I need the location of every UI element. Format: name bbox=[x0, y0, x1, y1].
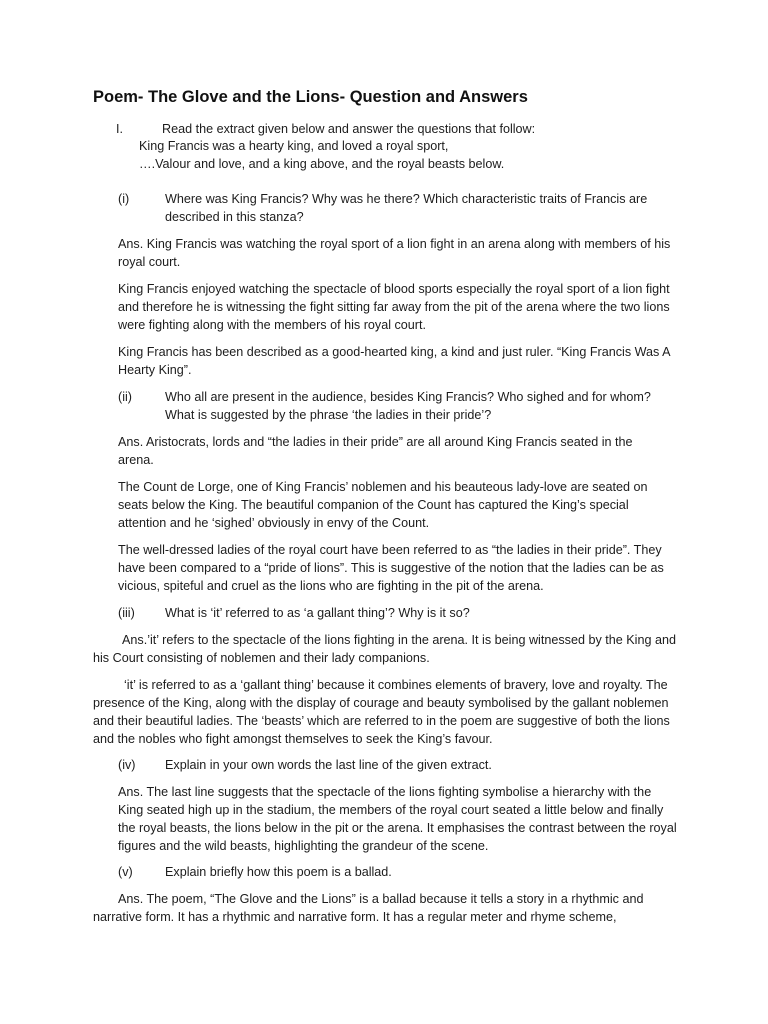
answer-paragraph: Ans. The last line suggests that the spectacle of the lions fighting symbolise a hierarchy with the King seated high up in the stadium, the members of the royal court seated a little below and finally the royal beasts, the lions below in the pit or the arena. It emphasises the contrast between the royal figures and the wild beasts, highlighting the grandeur of the scene. bbox=[118, 785, 677, 853]
answer-paragraph: King Francis has been described as a good-hearted king, a kind and just ruler. “King Francis Was A Hearty King”. bbox=[118, 345, 670, 377]
answer-paragraph: Ans. King Francis was watching the royal sport of a lion fight in an arena along with members of his royal court. bbox=[118, 237, 671, 269]
question-number: (iii) bbox=[118, 606, 135, 620]
question-number: (i) bbox=[118, 192, 130, 206]
section-instruction: Read the extract given below and answer the questions that follow: bbox=[162, 122, 536, 136]
question-text: Explain briefly how this poem is a ballad. bbox=[165, 865, 392, 879]
question-number: (iv) bbox=[118, 758, 136, 772]
answer-paragraph: The Count de Lorge, one of King Francis’ noblemen and his beauteous lady-love are seated on seats below the King. The beautiful companion of the Count has captured the King’s special attention and he ‘sighed’ obviously in envy of the Count. bbox=[118, 480, 648, 530]
page-title: Poem- The Glove and the Lions- Question and Answers bbox=[93, 88, 528, 106]
answer-paragraph: The well-dressed ladies of the royal court have been referred to as “the ladies in their pride”. They have been compared to a “pride of lions”. This is suggestive of the notion that the ladies can be as vicious, spiteful and cruel as the lions who are fighting in the pit of the arena. bbox=[118, 543, 664, 593]
question-text: Who all are present in the audience, besides King Francis? Who sighed and for whom? What is suggested by the phrase ‘the ladies in their pride’? bbox=[165, 390, 651, 422]
question-text: What is ‘it’ referred to as ‘a gallant thing’? Why is it so? bbox=[165, 606, 470, 620]
answer-paragraph: Ans. The poem, “The Glove and the Lions” is a ballad because it tells a story in a rhythmic and narrative form. It has a rhythmic and narrative form. It has a regular meter and rhyme scheme, bbox=[93, 892, 644, 924]
question-text: Explain in your own words the last line of the given extract. bbox=[165, 758, 492, 772]
extract-line-2: ….Valour and love, and a king above, and the royal beasts below. bbox=[139, 157, 505, 171]
answer-paragraph: Ans. Aristocrats, lords and “the ladies in their pride” are all around King Francis seated in the arena. bbox=[118, 435, 633, 467]
question-text: Where was King Francis? Why was he there? Which characteristic traits of Francis are described in this stanza? bbox=[165, 192, 648, 224]
answer-paragraph: ‘it’ is referred to as a ‘gallant thing’ because it combines elements of bravery, love and royalty. The presence of the King, along with the display of courage and beauty symbolised by the gallant noblemen and their beautiful ladies. The ‘beasts’ which are referred to in the poem are suggestive of both the lions and the nobles who fight amongst themselves to seek the King’s favour. bbox=[93, 678, 670, 746]
question-number: (ii) bbox=[118, 390, 132, 404]
answer-paragraph: Ans.’it’ refers to the spectacle of the lions fighting in the arena. It is being witnessed by the King and his Court consisting of noblemen and their lady companions. bbox=[93, 633, 676, 665]
extract-line-1: King Francis was a hearty king, and loved a royal sport, bbox=[139, 139, 449, 153]
answer-paragraph: King Francis enjoyed watching the spectacle of blood sports especially the royal sport of a lion fight and therefore he is witnessing the fight sitting far away from the pit of the arena where the two lions were fighting along with the members of his royal court. bbox=[118, 282, 670, 332]
question-number: (v) bbox=[118, 865, 133, 879]
section-number: I. bbox=[116, 122, 123, 136]
